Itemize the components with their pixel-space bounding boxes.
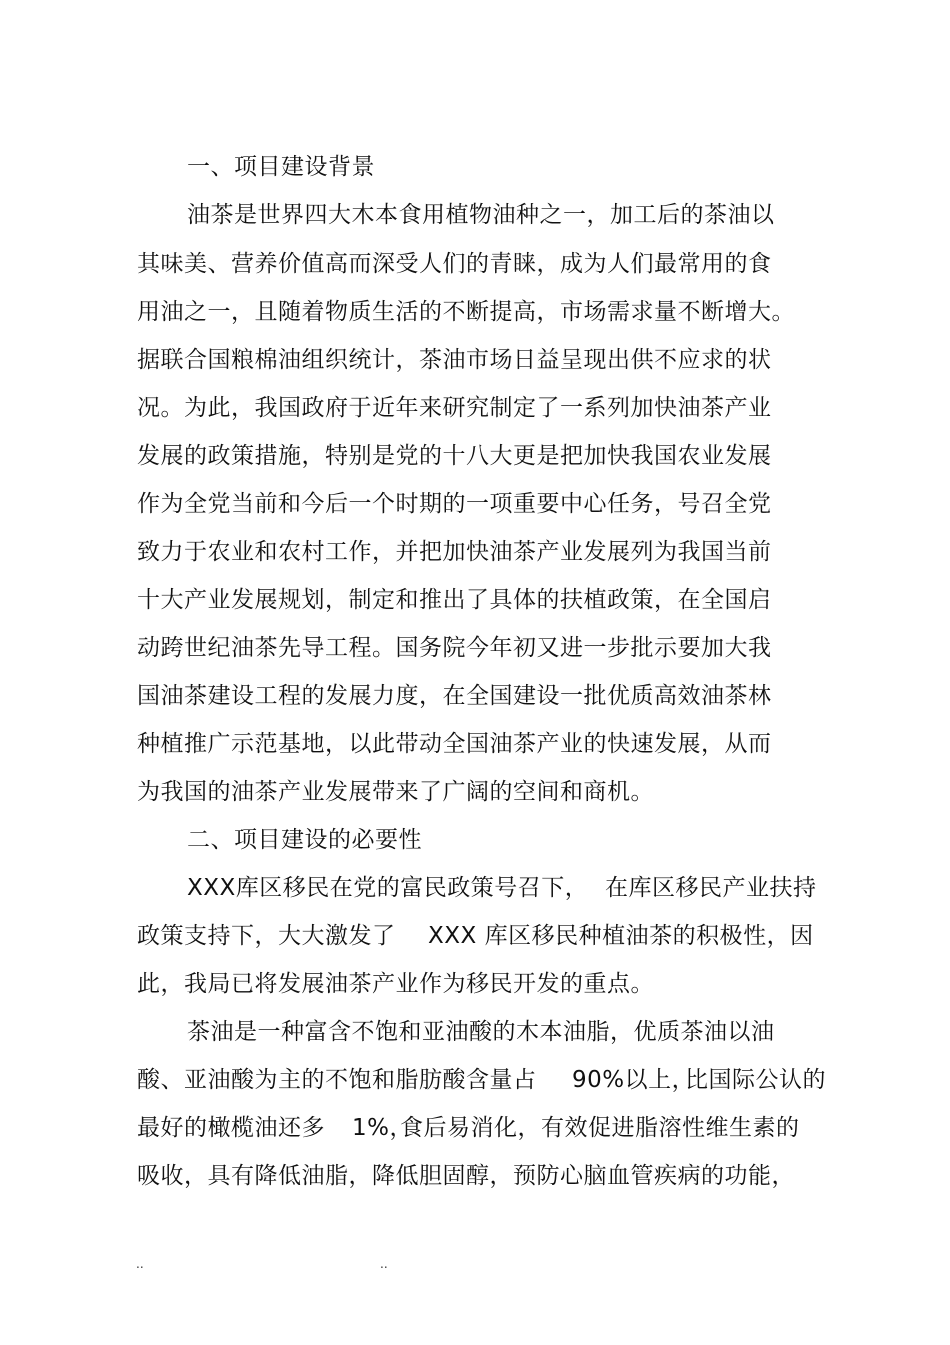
paragraph-line: XXX 库区移民种植油茶的积极性，因 bbox=[428, 923, 814, 949]
paragraph-line: 发展的政策措施，特别是党的十八大更是把加快我国农业发展 bbox=[137, 443, 772, 469]
section-heading-1: 一、项目建设背景 bbox=[187, 154, 375, 180]
paragraph-line: 十大产业发展规划，制定和推出了具体的扶植政策，在全国启 bbox=[137, 587, 772, 613]
paragraph-line: 酸、亚油酸为主的不饱和脂肪酸含量占 bbox=[137, 1067, 537, 1093]
paragraph-line: 茶油是一种富含不饱和亚油酸的木本油脂，优质茶油以油 bbox=[187, 1019, 775, 1045]
paragraph-line: 其味美、营养价值高而深受人们的青睐，成为人们最常用的食 bbox=[137, 251, 772, 277]
percentage-value: 90%以上， bbox=[572, 1067, 696, 1093]
footer-mark-right: .. bbox=[380, 1257, 388, 1271]
paragraph-line: 用油之一，且随着物质生活的不断提高，市场需求量不断增大。 bbox=[137, 299, 795, 325]
paragraph-line: 况。为此，我国政府于近年来研究制定了一系列加快油茶产业 bbox=[137, 395, 772, 421]
paragraph-line: 比国际公认的 bbox=[685, 1067, 826, 1093]
section-heading-2: 二、项目建设的必要性 bbox=[187, 827, 422, 853]
paragraph-line: 食后易消化，有效促进脂溶性维生素的 bbox=[400, 1115, 800, 1141]
paragraph-line: 致力于农业和农村工作，并把加快油茶产业发展列为我国当前 bbox=[137, 539, 772, 565]
paragraph-line: 油茶是世界四大木本食用植物油种之一，加工后的茶油以 bbox=[187, 202, 775, 228]
paragraph-line: 国油茶建设工程的发展力度，在全国建设一批优质高效油茶林 bbox=[137, 683, 772, 709]
paragraph-line: 吸收，具有降低油脂，降低胆固醇，预防心脑血管疾病的功能， bbox=[137, 1163, 795, 1189]
paragraph-line: 政策支持下，大大激发了 bbox=[137, 923, 396, 949]
paragraph-line: 最好的橄榄油还多 bbox=[137, 1115, 325, 1141]
paragraph-line: 种植推广示范基地，以此带动全国油茶产业的快速发展，从而 bbox=[137, 731, 772, 757]
paragraph-line: 在库区移民产业扶持 bbox=[605, 875, 817, 901]
footer-mark-left: .. bbox=[136, 1257, 144, 1271]
paragraph-line: 动跨世纪油茶先导工程。国务院今年初又进一步批示要加大我 bbox=[137, 635, 772, 661]
paragraph-line: 作为全党当前和今后一个时期的一项重要中心任务，号召全党 bbox=[137, 491, 772, 517]
paragraph-line: 为我国的油茶产业发展带来了广阔的空间和商机。 bbox=[137, 779, 654, 805]
paragraph-line: XXX库区移民在党的富民政策号召下， bbox=[187, 875, 589, 901]
percentage-value: 1%， bbox=[352, 1115, 413, 1141]
paragraph-line: 据联合国粮棉油组织统计，茶油市场日益呈现出供不应求的状 bbox=[137, 347, 772, 373]
paragraph-line: 此，我局已将发展油茶产业作为移民开发的重点。 bbox=[137, 971, 654, 997]
